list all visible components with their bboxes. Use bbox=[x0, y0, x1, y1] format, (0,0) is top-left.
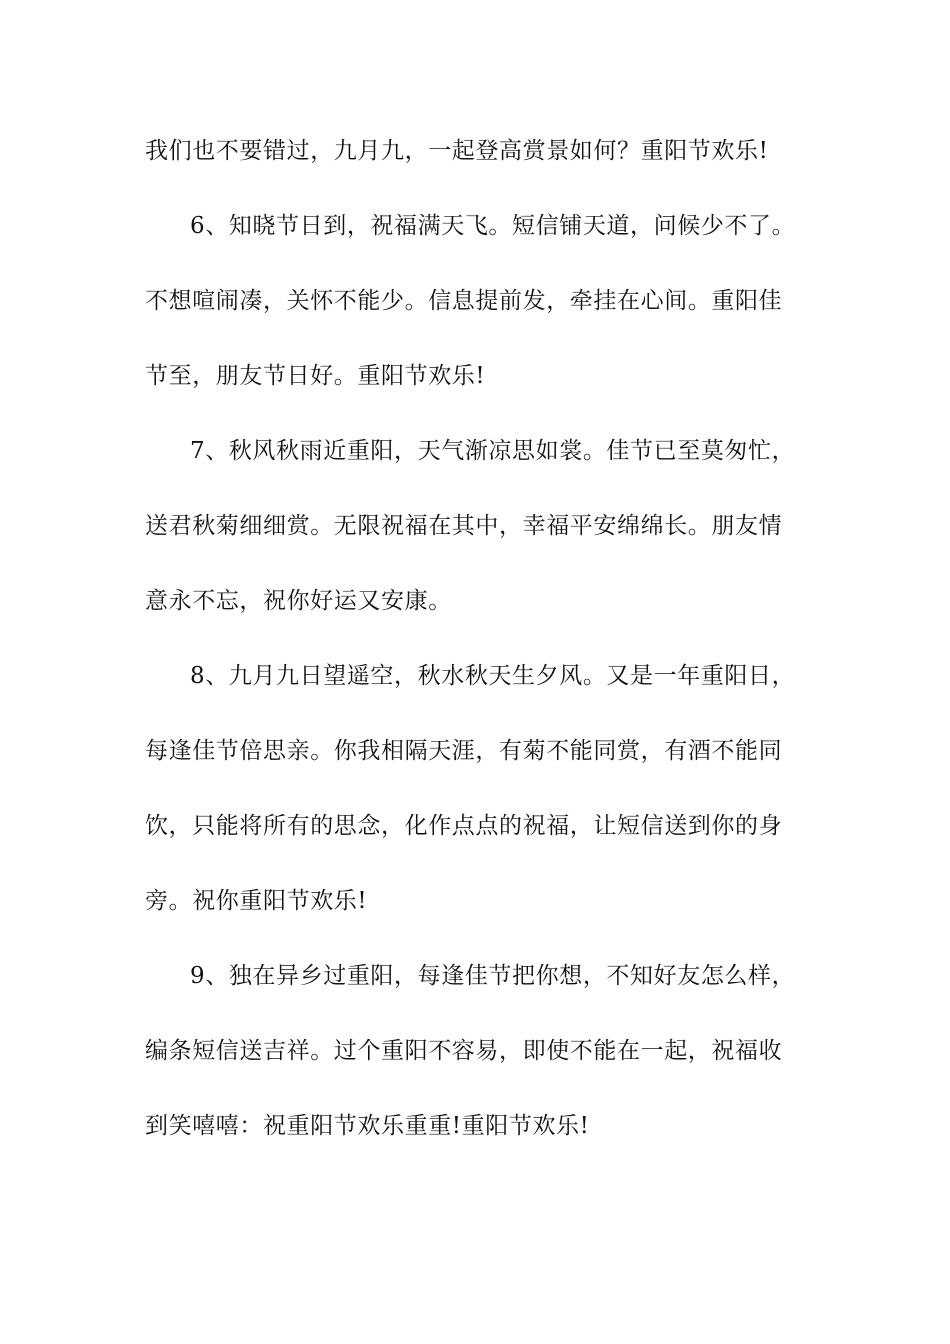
paragraph-8-first-line: 8、九月九日望遥空，秋水秋天生夕风。又是一年重阳日， bbox=[190, 663, 796, 689]
text-line: 旁。祝你重阳节欢乐! bbox=[145, 888, 368, 914]
text-line: 饮，只能将所有的思念，化作点点的祝福，让短信送到你的身 bbox=[145, 813, 783, 839]
text-line: 节至，朋友节日好。重阳节欢乐! bbox=[145, 363, 486, 389]
paragraph-6-first-line: 6、知晓节日到，祝福满天飞。短信铺天道，问候少不了。 bbox=[190, 213, 796, 239]
text-line: 意永不忘，祝你好运又安康。 bbox=[145, 588, 452, 614]
text-line: 送君秋菊细细赏。无限祝福在其中，幸福平安绵绵长。朋友情 bbox=[145, 513, 783, 539]
text-line: 不想喧闹凑，关怀不能少。信息提前发，牵挂在心间。重阳佳 bbox=[145, 288, 783, 314]
paragraph-7-first-line: 7、秋风秋雨近重阳，天气渐凉思如裳。佳节已至莫匆忙， bbox=[190, 438, 796, 464]
text-line: 编条短信送吉祥。过个重阳不容易，即使不能在一起，祝福收 bbox=[145, 1038, 783, 1064]
text-line: 到笑嘻嘻：祝重阳节欢乐重重!重阳节欢乐! bbox=[145, 1113, 590, 1139]
text-line: 我们也不要错过，九月九，一起登高赏景如何？重阳节欢乐! bbox=[145, 138, 769, 164]
paragraph-9-first-line: 9、独在异乡过重阳，每逢佳节把你想，不知好友怎么样， bbox=[190, 963, 796, 989]
text-line: 每逢佳节倍思亲。你我相隔天涯，有菊不能同赏，有酒不能同 bbox=[145, 738, 783, 764]
